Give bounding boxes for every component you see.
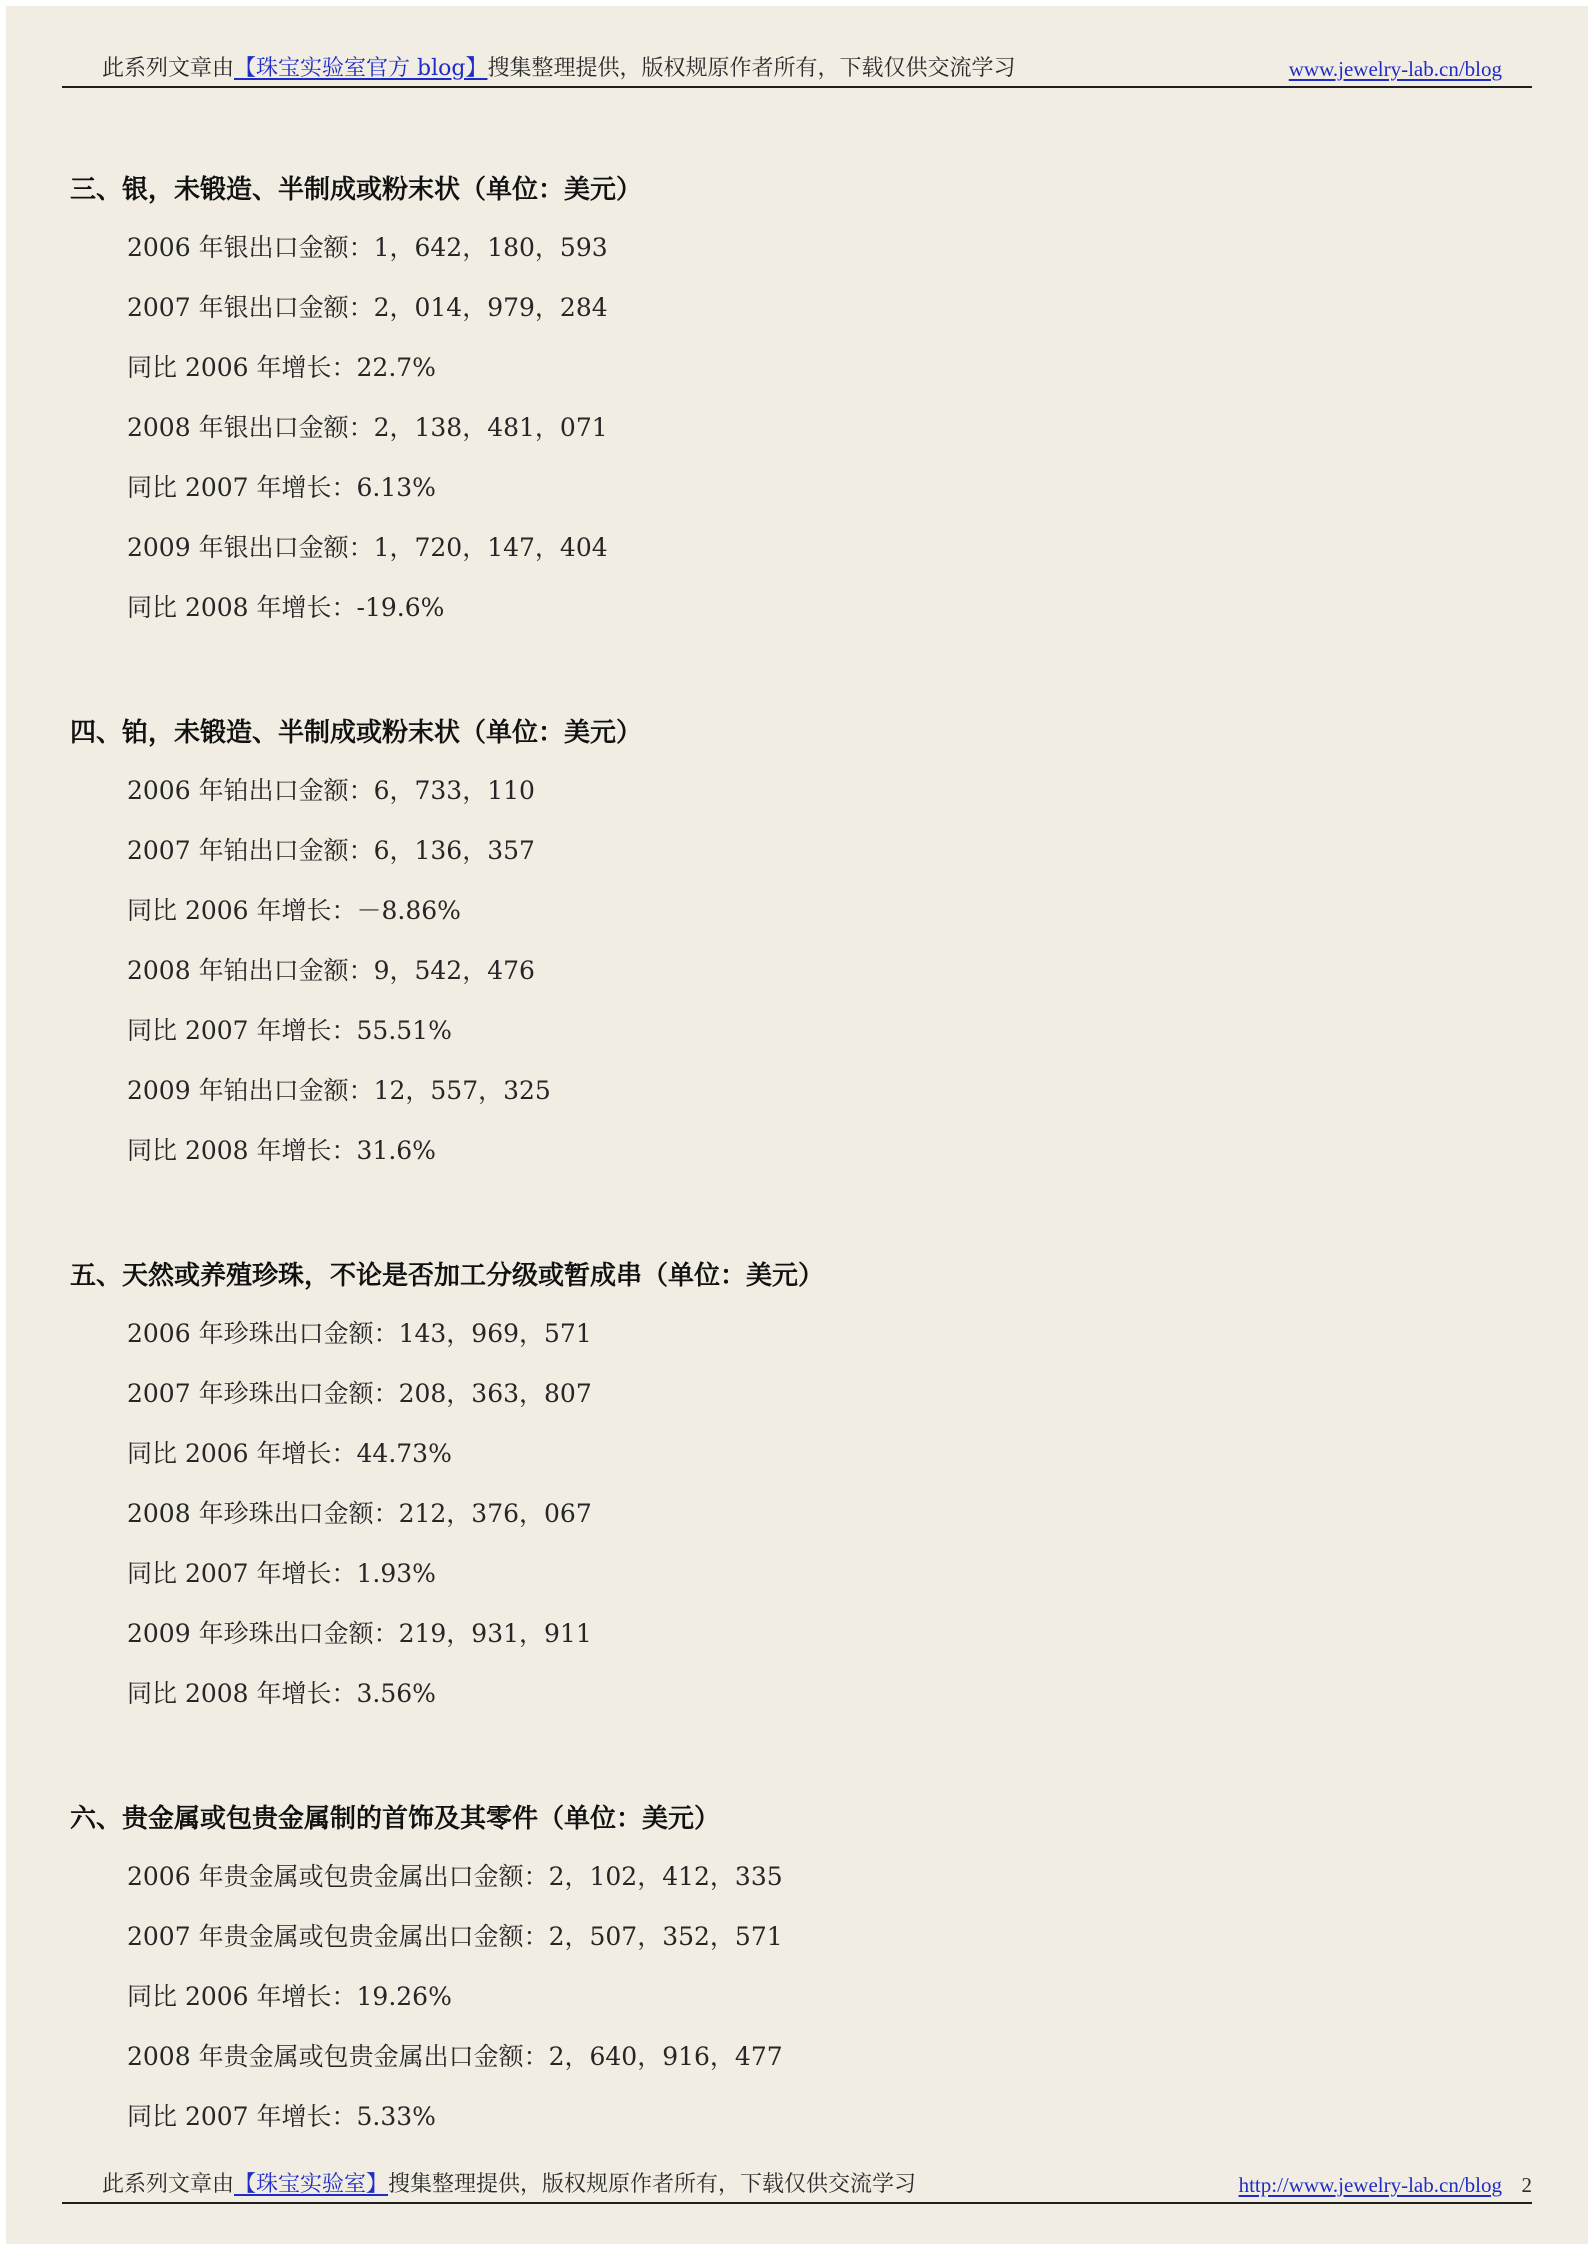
pearl-2008-export: 2008 年珍珠出口金额：212，376，067 bbox=[127, 1499, 592, 1528]
silver-2009-growth: 同比 2008 年增长：-19.6% bbox=[127, 593, 445, 622]
section-title: 五、天然或养殖珍珠，不论是否加工分级或暂成串（单位：美元） bbox=[70, 1261, 825, 1291]
page-header bbox=[62, 52, 1532, 86]
pearl-2007-export: 2007 年珍珠出口金额：208，363，807 bbox=[127, 1379, 592, 1408]
platinum-2006-export: 2006 年铂出口金额：6，733，110 bbox=[127, 776, 535, 805]
header-prefix: 此系列文章由 bbox=[102, 56, 235, 81]
platinum-2007-export: 2007 年铂出口金额：6，136，357 bbox=[127, 836, 535, 865]
platinum-2008-growth: 同比 2007 年增长：55.51% bbox=[127, 1016, 452, 1045]
header-source-note bbox=[102, 52, 1015, 86]
jewelry-2008-growth: 同比 2007 年增长：5.33% bbox=[127, 2102, 436, 2131]
silver-2007-export: 2007 年银出口金额：2，014，979，284 bbox=[127, 293, 608, 322]
footer-suffix: 搜集整理提供，版权规原作者所有，下载仅供交流学习 bbox=[388, 2172, 917, 2197]
section-pearl bbox=[70, 1248, 1520, 1724]
page-number: 2 bbox=[1521, 2173, 1532, 2197]
header-blog-link[interactable]: 【珠宝实验室官方 blog】 bbox=[234, 56, 488, 81]
silver-2007-growth: 同比 2006 年增长：22.7% bbox=[127, 353, 436, 382]
platinum-2008-export: 2008 年铂出口金额：9，542，476 bbox=[127, 956, 535, 985]
platinum-2009-export: 2009 年铂出口金额：12，557，325 bbox=[127, 1076, 551, 1105]
section-silver bbox=[70, 162, 1520, 638]
pearl-2009-export: 2009 年珍珠出口金额：219，931，911 bbox=[127, 1619, 592, 1648]
pearl-2006-export: 2006 年珍珠出口金额：143，969，571 bbox=[127, 1319, 592, 1348]
section-title: 三、银，未锻造、半制成或粉末状（单位：美元） bbox=[70, 175, 643, 205]
header-url-link[interactable]: www.jewelry-lab.cn/blog bbox=[1288, 57, 1502, 81]
platinum-2007-growth: 同比 2006 年增长：－8.86% bbox=[127, 896, 461, 925]
pearl-2007-growth: 同比 2006 年增长：44.73% bbox=[127, 1439, 452, 1468]
silver-2008-export: 2008 年银出口金额：2，138，481，071 bbox=[127, 413, 608, 442]
footer-prefix: 此系列文章由 bbox=[102, 2172, 235, 2197]
section-precious-metal-jewelry bbox=[70, 1791, 1520, 2147]
pearl-2009-growth: 同比 2008 年增长：3.56% bbox=[127, 1679, 436, 1708]
page-footer bbox=[62, 2168, 1532, 2202]
pearl-2008-growth: 同比 2007 年增长：1.93% bbox=[127, 1559, 436, 1588]
footer-blog-link[interactable]: 【珠宝实验室】 bbox=[234, 2172, 389, 2197]
document-page bbox=[6, 6, 1588, 2244]
footer-source-note bbox=[102, 2168, 916, 2202]
section-platinum bbox=[70, 705, 1520, 1181]
platinum-2009-growth: 同比 2008 年增长：31.6% bbox=[127, 1136, 436, 1165]
jewelry-2007-export: 2007 年贵金属或包贵金属出口金额：2，507，352，571 bbox=[127, 1922, 783, 1951]
silver-2006-export: 2006 年银出口金额：1，642，180，593 bbox=[127, 233, 608, 262]
header-suffix: 搜集整理提供，版权规原作者所有，下载仅供交流学习 bbox=[487, 56, 1016, 81]
footer-url-link[interactable]: http://www.jewelry-lab.cn/blog bbox=[1238, 2173, 1502, 2197]
jewelry-2006-export: 2006 年贵金属或包贵金属出口金额：2，102，412，335 bbox=[127, 1862, 783, 1891]
silver-2009-export: 2009 年银出口金额：1，720，147，404 bbox=[127, 533, 608, 562]
jewelry-2007-growth: 同比 2006 年增长：19.26% bbox=[127, 1982, 452, 2011]
section-title: 六、贵金属或包贵金属制的首饰及其零件（单位：美元） bbox=[70, 1804, 721, 1834]
section-title: 四、铂，未锻造、半制成或粉末状（单位：美元） bbox=[70, 718, 643, 748]
silver-2008-growth: 同比 2007 年增长：6.13% bbox=[127, 473, 436, 502]
jewelry-2008-export: 2008 年贵金属或包贵金属出口金额：2，640，916，477 bbox=[127, 2042, 783, 2071]
